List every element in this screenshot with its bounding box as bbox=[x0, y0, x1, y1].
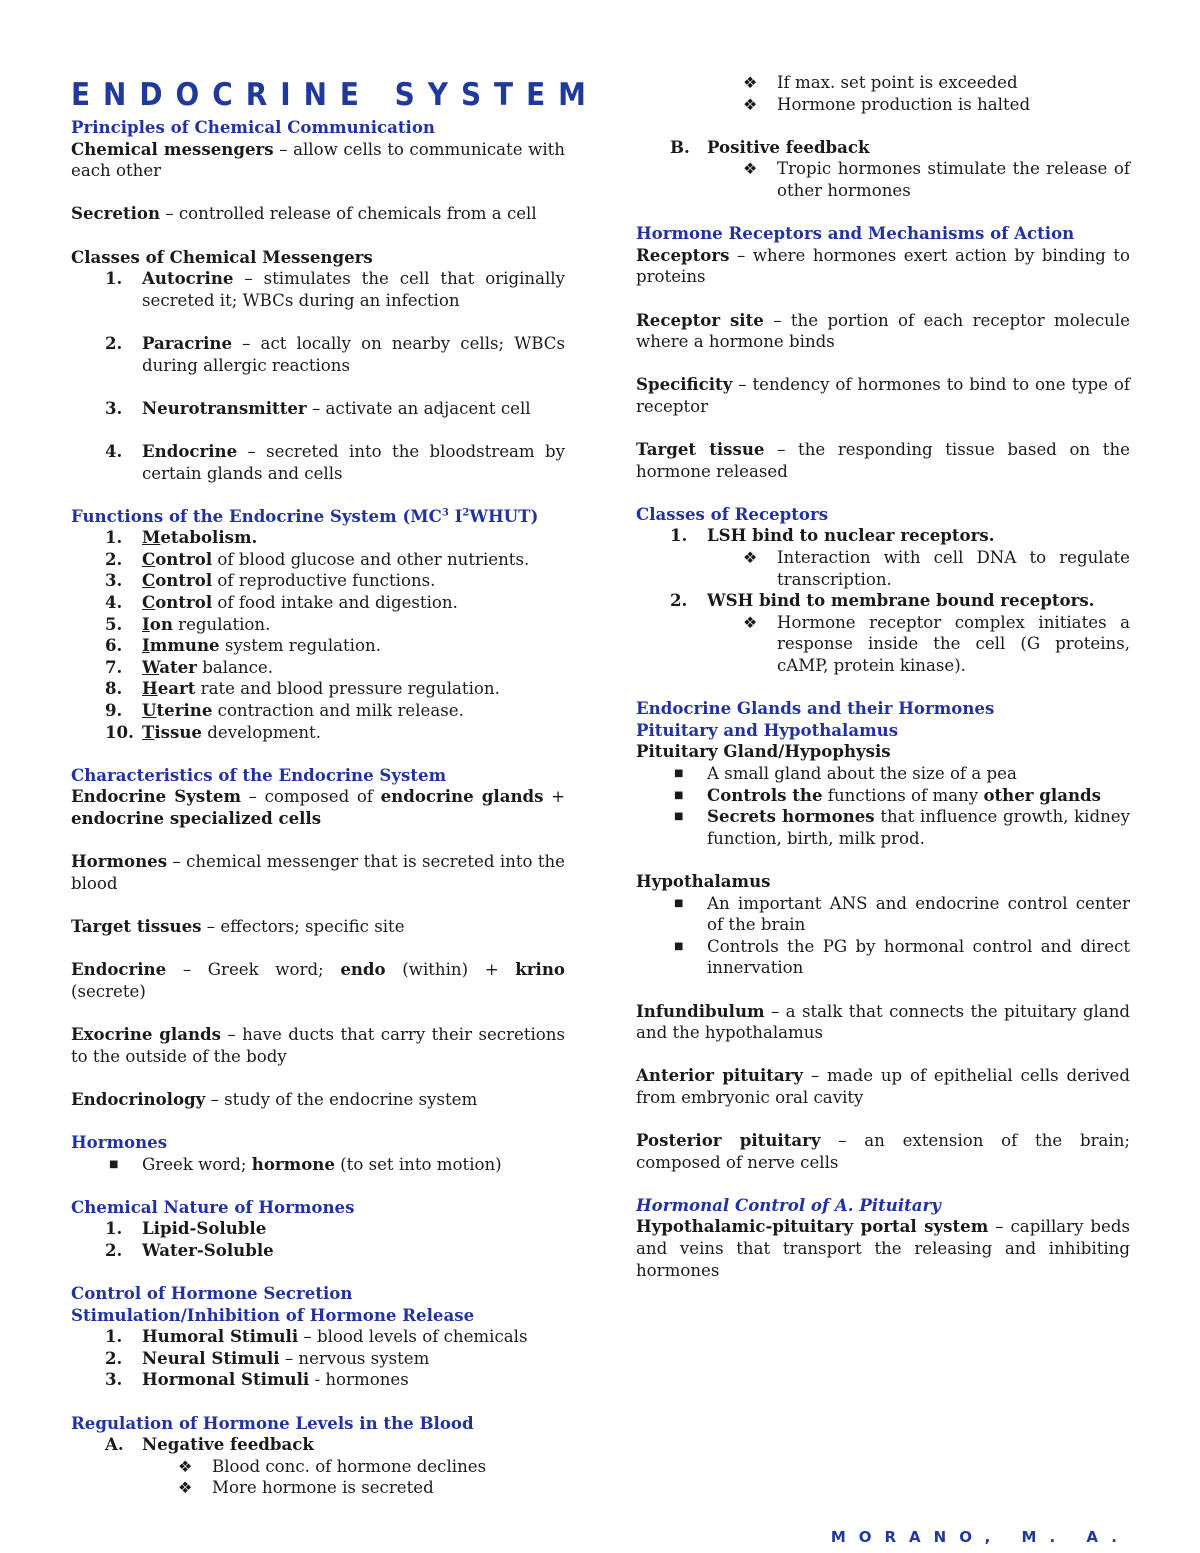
control-subheading: Stimulation/Inhibition of Hormone Release bbox=[71, 1304, 475, 1325]
functions-list bbox=[71, 527, 565, 743]
author-footer: MORANO, M. A. bbox=[830, 1528, 1130, 1546]
list-item: 2. Control of blood glucose and other nutrients. bbox=[105, 548, 530, 569]
square-bullet-icon: ■ bbox=[674, 768, 684, 779]
list-item: 4. Endocrine – secreted into the bloodstream by certain glands and cells bbox=[105, 440, 565, 483]
list-item: 1. Autocrine – stimulates the cell that originally secreted it; WBCs during an infection bbox=[105, 268, 565, 310]
classes-receptors-heading: Classes of Receptors bbox=[636, 503, 829, 524]
list-item: ❖ Tropic hormones stimulate the release of other hormones bbox=[743, 159, 1130, 200]
list-item: 1. Metabolism. bbox=[105, 527, 258, 548]
endocrinology-def: Endocrinology – study of the endocrine system bbox=[71, 1088, 478, 1109]
endocrine-etymology: Endocrine – Greek word; endo (within) + krino (secrete) bbox=[71, 959, 565, 1001]
infundibulum-def: Infundibulum – a stalk that connects the pituitary gland and the hypothalamus bbox=[636, 1000, 1130, 1043]
posterior-pituitary-def: Posterior pituitary – an extension of the brain; composed of nerve cells bbox=[636, 1130, 1130, 1172]
list-item: 7. Water balance. bbox=[105, 656, 273, 677]
square-bullet-icon: ■ bbox=[674, 940, 684, 952]
list-item: ■ Greek word; hormone (to set into motion) bbox=[109, 1153, 502, 1174]
list-item: 3. Control of reproductive functions. bbox=[105, 570, 436, 591]
glands-subheading: Pituitary and Hypothalamus bbox=[636, 719, 899, 740]
functions-heading: Functions of the Endocrine System ($MC^3$ $I^2WHUT$) bbox=[71, 505, 539, 526]
glands-heading: Endocrine Glands and their Hormones bbox=[636, 698, 995, 719]
diamond-bullet-icon: ❖ bbox=[743, 94, 758, 114]
list-item: 2. WSH bind to membrane bound receptors. bbox=[670, 590, 1095, 611]
square-bullet-icon: ■ bbox=[674, 789, 684, 801]
list-item: ■ An important ANS and endocrine control center of the brain bbox=[674, 893, 1130, 935]
list-item: 2. Paracrine – act locally on nearby cells; WBCs during allergic reactions bbox=[105, 332, 565, 375]
list-item: 10. Tissue development. bbox=[105, 721, 322, 742]
portal-system-def: Hypothalamic-pituitary portal system – capillary beds and veins that transport the releasing and inhibiting hormones bbox=[636, 1216, 1130, 1280]
square-bullet-icon: ■ bbox=[109, 1158, 119, 1170]
specificity-def: Specificity – tendency of hormones to bind to one type of receptor bbox=[636, 374, 1130, 416]
list-item: ❖ Hormone receptor complex initiates a response inside the cell (G proteins, cAMP, protein kinase). bbox=[743, 612, 1130, 676]
exocrine-def: Exocrine glands – have ducts that carry their secretions to the outside of the body bbox=[71, 1023, 566, 1066]
list-item: 5. Ion regulation. bbox=[105, 613, 271, 634]
list-item: ❖ Hormone production is halted bbox=[743, 94, 1031, 114]
list-item: ■ Controls the functions of many other glands bbox=[674, 784, 1101, 805]
hypothalamus-heading: Hypothalamus bbox=[636, 870, 771, 891]
list-item: ■ Controls the PG by hormonal control and direct innervation bbox=[674, 936, 1130, 978]
list-item: ❖ More hormone is secreted bbox=[178, 1478, 434, 1498]
right-column bbox=[636, 72, 1130, 1281]
list-item: 4. Control of food intake and digestion. bbox=[105, 592, 458, 613]
principles-heading: Principles of Chemical Communication bbox=[71, 117, 435, 137]
positive-feedback: B. Positive feedback bbox=[670, 136, 870, 157]
regulation-heading: Regulation of Hormone Levels in the Blood bbox=[71, 1412, 474, 1433]
classes-heading: Classes of Chemical Messengers bbox=[71, 246, 373, 267]
receptors-def: Receptors – where hormones exert action by binding to proteins bbox=[636, 244, 1130, 287]
list-item: ■ Secrets hormones that influence growth, kidney function, birth, milk prod. bbox=[674, 806, 1130, 848]
diamond-bullet-icon: ❖ bbox=[743, 548, 758, 568]
list-item: 2. Water-Soluble bbox=[105, 1239, 274, 1260]
list-item: 3. Neurotransmitter – activate an adjacent cell bbox=[105, 397, 531, 418]
hormones-heading: Hormones bbox=[71, 1131, 168, 1152]
diamond-bullet-icon: ❖ bbox=[743, 159, 758, 179]
endocrine-system-def: Endocrine System – composed of endocrine glands + endocrine specialized cells bbox=[71, 786, 566, 828]
chem-messengers-def: Chemical messengers – allow cells to communicate with each other bbox=[71, 138, 565, 181]
diamond-bullet-icon: ❖ bbox=[178, 1456, 193, 1476]
hormonal-control-heading: Hormonal Control of A. Pituitary bbox=[636, 1194, 941, 1215]
target-tissues-def: Target tissues – effectors; specific site bbox=[71, 915, 405, 936]
anterior-pituitary-def: Anterior pituitary – made up of epithelial cells derived from embryonic oral cavity bbox=[636, 1065, 1130, 1107]
diamond-bullet-icon: ❖ bbox=[743, 612, 758, 632]
characteristics-heading: Characteristics of the Endocrine System bbox=[71, 764, 447, 785]
nature-heading: Chemical Nature of Hormones bbox=[71, 1196, 355, 1217]
list-item: 3. Hormonal Stimuli - hormones bbox=[105, 1369, 409, 1390]
list-item: ❖ Blood conc. of hormone declines bbox=[178, 1456, 487, 1476]
pituitary-heading: Pituitary Gland/Hypophysis bbox=[636, 741, 891, 762]
hormones-def: Hormones – chemical messenger that is secreted into the blood bbox=[71, 851, 565, 893]
list-item: 1. Humoral Stimuli – blood levels of chemicals bbox=[105, 1326, 528, 1347]
list-item: ❖ Interaction with cell DNA to regulate transcription. bbox=[743, 548, 1130, 589]
diamond-bullet-icon: ❖ bbox=[178, 1478, 193, 1498]
diamond-bullet-icon: ❖ bbox=[743, 73, 758, 92]
list-item: 2. Neural Stimuli – nervous system bbox=[105, 1347, 430, 1368]
list-item: 1. LSH bind to nuclear receptors. bbox=[670, 525, 995, 546]
list-item: 8. Heart rate and blood pressure regulation. bbox=[105, 678, 500, 699]
list-item: ■ A small gland about the size of a pea bbox=[674, 764, 1017, 783]
list-item: 6. Immune system regulation. bbox=[105, 635, 381, 656]
list-item: ❖ If max. set point is exceeded bbox=[743, 73, 1018, 92]
square-bullet-icon: ■ bbox=[674, 897, 684, 909]
target-tissue-def: Target tissue – the responding tissue based on the hormone released bbox=[636, 439, 1130, 481]
list-item: 1. Lipid-Soluble bbox=[105, 1218, 267, 1239]
document-title: ENDOCRINE SYSTEM bbox=[71, 77, 599, 113]
square-bullet-icon: ■ bbox=[674, 811, 684, 823]
secretion-def: Secretion – controlled release of chemicals from a cell bbox=[71, 203, 537, 224]
control-heading: Control of Hormone Secretion bbox=[71, 1283, 353, 1304]
negative-feedback: A. Negative feedback bbox=[105, 1434, 314, 1455]
receptor-site-def: Receptor site – the portion of each receptor molecule where a hormone binds bbox=[636, 309, 1130, 352]
left-column bbox=[71, 117, 565, 1499]
list-item: 9. Uterine contraction and milk release. bbox=[105, 700, 464, 721]
receptors-heading: Hormone Receptors and Mechanisms of Action bbox=[636, 223, 1075, 244]
